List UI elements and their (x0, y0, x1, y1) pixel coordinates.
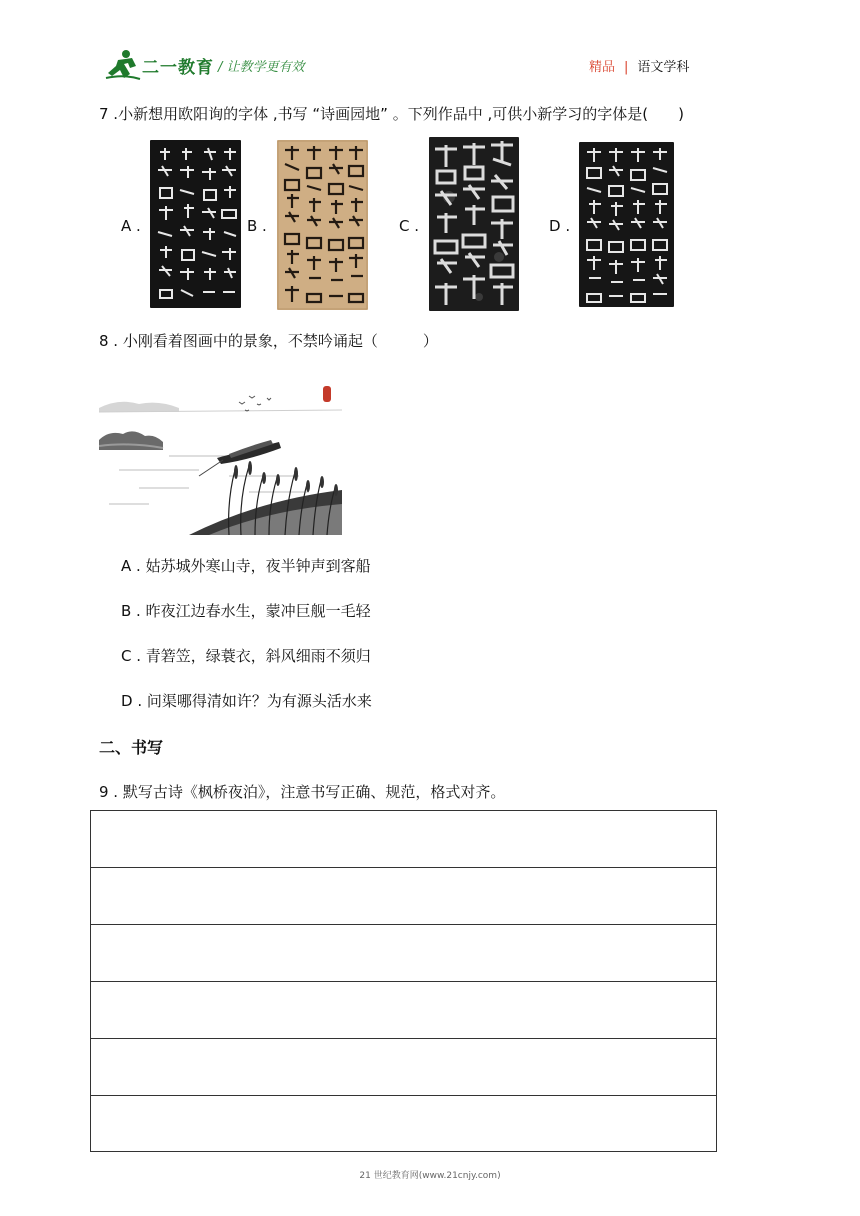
q7-option-b-label[interactable]: B . (247, 217, 267, 235)
q8-option-c[interactable]: C . 青箬笠，绿蓑衣，斜风细雨不须归 (121, 647, 371, 665)
premium-badge: 精品 (589, 60, 616, 75)
writing-row-1[interactable] (91, 811, 716, 868)
footer-text: 21 世纪教育网(www.21cnjy.com) (359, 1171, 501, 1181)
q8-option-b[interactable]: B . 昨夜江边春水生，蒙冲巨舰一毛轻 (121, 602, 371, 620)
calligraphy-c-image (429, 137, 519, 311)
calligraphy-d-image (579, 142, 674, 307)
calligraphy-b-image (277, 140, 368, 310)
writing-row-4[interactable] (91, 982, 716, 1039)
header-slogan: / 让教学更有效 (218, 60, 305, 75)
writing-row-5[interactable] (91, 1039, 716, 1096)
header-right (589, 56, 689, 75)
q8-option-a[interactable]: A . 姑苏城外寒山寺，夜半钟声到客船 (121, 557, 371, 575)
writing-row-6[interactable] (91, 1096, 716, 1153)
question-7-text: 7 .小新想用欧阳询的字体 ,书写 “诗画园地” 。下列作品中 ,可供小新学习的字体是( ) (99, 105, 684, 123)
writing-row-2[interactable] (91, 868, 716, 925)
question-9-text: 9 . 默写古诗《枫桥夜泊》，注意书写正确、规范，格式对齐。 (99, 783, 506, 801)
q7-option-a-label[interactable]: A . (121, 217, 141, 235)
writing-grid (90, 810, 717, 1152)
question-8-text: 8 . 小刚看着图画中的景象，不禁吟诵起（ ） (99, 332, 438, 350)
writing-row-3[interactable] (91, 925, 716, 982)
calligraphy-a-image (150, 140, 241, 308)
subject-label: 语文学科 (637, 60, 690, 75)
q8-option-d[interactable]: D . 问渠哪得清如许？为有源头活水来 (121, 692, 372, 710)
section-2-title: 二、书写 (99, 738, 164, 757)
logo-text: 二一教育 (142, 58, 214, 78)
q7-option-c-label[interactable]: C . (399, 217, 420, 235)
q7-option-d-label[interactable]: D . (549, 217, 571, 235)
ink-painting-image (99, 380, 342, 535)
header-separator: | (624, 60, 629, 75)
